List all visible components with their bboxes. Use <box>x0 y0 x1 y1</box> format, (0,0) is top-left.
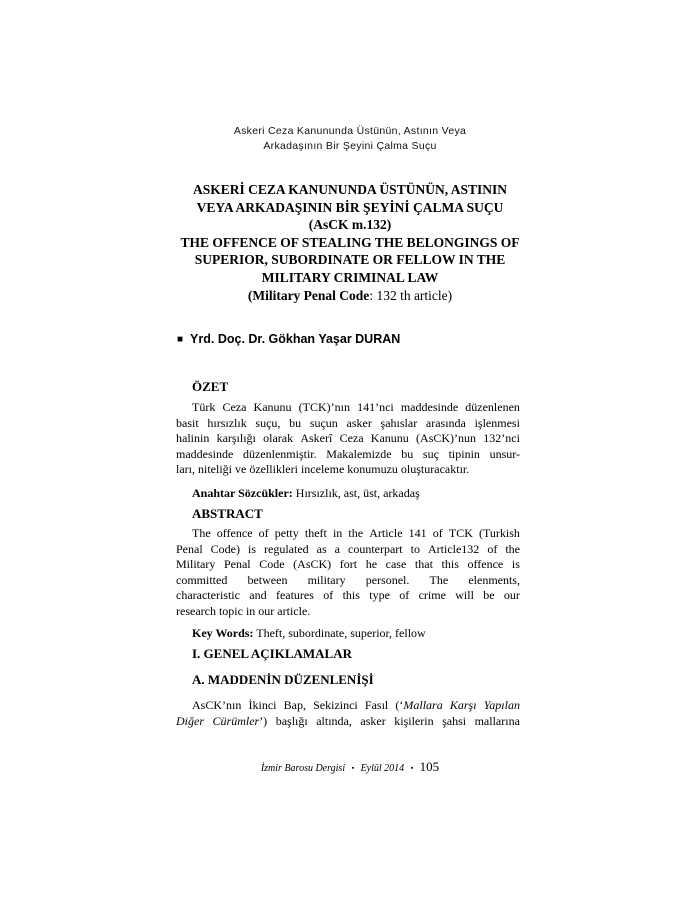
text-word: suçun <box>309 415 338 430</box>
text-word: Askerî <box>300 431 333 445</box>
text-line: Anahtar Sözcükler: Hırsızlık, ast, üst, arkadaş <box>192 486 420 500</box>
author-bullet-icon: ■ <box>177 334 184 345</box>
text-word: (AsCK)’nun <box>416 431 477 445</box>
text-line: (AsCK m.132) <box>308 217 392 233</box>
text-word: Ceza <box>339 431 364 445</box>
text-word: unsur- <box>489 446 520 461</box>
text-line: Key Words: Theft, subordinate, superior, fellow <box>192 626 426 640</box>
text-word: şahıslar <box>380 415 418 430</box>
text-word: Article <box>369 526 403 540</box>
text-word: Kanunu <box>370 431 409 445</box>
text-word: Ceza <box>222 400 247 414</box>
text-word: and <box>249 588 267 602</box>
text-word: type <box>369 588 390 602</box>
text-word: asker <box>346 415 372 430</box>
text-word: hırsızlık <box>207 415 247 430</box>
keywords-en <box>176 626 520 642</box>
text-word: Türk <box>192 400 216 414</box>
text-word: (AsCK) <box>293 557 332 571</box>
text-word: tipinin <box>448 446 480 461</box>
text-word: bu <box>289 415 302 430</box>
separator-square-icon: ▪ <box>351 764 355 772</box>
ozet-heading: ÖZET <box>192 379 229 394</box>
text-word: features <box>275 588 314 602</box>
text-line <box>176 714 520 730</box>
text-line: ASKERİ CEZA KANUNUNDA ÜSTÜNÜN, ASTININ <box>193 182 507 197</box>
text-word: in <box>332 526 343 540</box>
text-line <box>176 526 520 542</box>
abstract-heading: ABSTRACT <box>192 506 263 521</box>
text-word: of <box>432 526 443 540</box>
text-word: of <box>487 541 498 556</box>
text-word: offence <box>216 526 253 540</box>
text-line <box>176 557 520 573</box>
text-line <box>176 588 520 604</box>
text-word: our <box>503 588 520 602</box>
keywords-tr <box>176 486 520 502</box>
text-word: that <box>414 557 433 571</box>
text-word: of <box>258 526 269 540</box>
text-line: Askeri Ceza Kanununda Üstünün, Astının Veya <box>233 125 467 137</box>
text-word: Code) <box>210 541 240 556</box>
text-word: maddesinde <box>176 446 234 461</box>
text-word: this <box>342 588 360 602</box>
article-title <box>156 181 544 304</box>
text-word: halinin <box>176 431 210 445</box>
text-line: ları, niteliği ve özellikleri inceleme konumuzu oluşturacaktır. <box>176 462 470 476</box>
text-word: (‘Mallara <box>395 698 443 712</box>
text-word: asker <box>360 713 386 728</box>
text-line <box>176 542 520 558</box>
text-word: the <box>505 541 520 556</box>
text-word: crime <box>418 588 446 602</box>
text-word: theft <box>304 526 327 540</box>
text-word: 141 <box>408 526 427 540</box>
text-word: Sekizinci <box>313 698 358 712</box>
text-word: will <box>455 588 474 602</box>
text-line: research topic in our article. <box>176 603 311 618</box>
author-line <box>177 332 400 347</box>
text-word: AsCK’nın <box>192 698 242 712</box>
text-word: Penal <box>223 557 251 571</box>
text-word: Karşı <box>449 698 477 712</box>
text-word: offence <box>467 557 504 571</box>
text-word: to <box>410 541 420 556</box>
text-word: a <box>334 541 340 556</box>
text-word: Bap, <box>283 698 306 712</box>
section-heading: I. GENEL AÇIKLAMALAR <box>192 646 352 661</box>
text-word: committed <box>176 572 228 587</box>
text-word: Military <box>176 557 216 571</box>
text-word: military <box>307 572 346 587</box>
text-line: THE OFFENCE OF STEALING THE BELONGINGS OF <box>180 234 520 250</box>
section-paragraph <box>176 698 520 729</box>
text-line <box>176 447 520 463</box>
text-line <box>176 698 520 714</box>
separator-square-icon: ▪ <box>410 764 414 772</box>
text-word: Diğer <box>176 713 204 728</box>
text-word: personel. <box>365 572 410 587</box>
text-word: Article132 <box>427 541 480 556</box>
text-word: elenments, <box>468 572 520 587</box>
text-word: 132’nci <box>483 431 520 445</box>
text-word: characteristic <box>176 588 240 602</box>
text-word: düzenlenen <box>465 400 520 414</box>
text-word: petty <box>274 526 299 540</box>
text-word: fort <box>339 557 358 571</box>
text-word: (Turkish <box>478 526 520 540</box>
text-word: (TCK)’nın <box>298 400 350 414</box>
text-word: bu <box>401 446 414 461</box>
text-line: VEYA ARKADAŞININ BİR ŞEYİNİ ÇALMA SUÇU <box>196 199 504 215</box>
text-word: The <box>192 526 211 540</box>
text-word: TCK <box>448 526 473 540</box>
text-word: is <box>511 557 520 571</box>
text-word: olarak <box>263 431 294 445</box>
text-word: the <box>348 526 364 540</box>
text-line: SUPERIOR, SUBORDINATE OR FELLOW IN THE <box>194 252 506 268</box>
text-word: Fasıl <box>364 698 389 712</box>
text-line: Arkadaşının Bir Şeyini Çalma Suçu <box>263 140 437 152</box>
text-word: Kanunu <box>253 400 292 414</box>
text-word: Cürümler’) <box>212 713 268 728</box>
text-word: he <box>365 557 378 571</box>
text-word: of <box>323 588 334 602</box>
text-line <box>176 431 520 447</box>
journal-name: İzmir Barosu Dergisi <box>260 763 346 774</box>
text-word: as <box>316 541 327 556</box>
text-word: mallarına <box>474 713 520 728</box>
text-word: regulated <box>264 541 309 556</box>
text-word: basit <box>176 415 199 430</box>
text-line <box>176 416 520 432</box>
text-word: Yapılan <box>483 698 520 712</box>
page-footer <box>0 760 700 776</box>
text-word: suç <box>422 446 439 461</box>
text-word: Makalemizde <box>326 446 392 461</box>
text-word: kişilerin <box>394 713 434 728</box>
abstract-paragraph <box>176 526 520 619</box>
running-head <box>0 124 700 154</box>
section-subheading: A. MADDENİN DÜZENLENİŞİ <box>192 672 374 687</box>
text-word: düzenlenmiştir. <box>242 446 317 461</box>
issue-date: Eylül 2014 <box>360 763 405 774</box>
text-line <box>176 573 520 589</box>
text-word: is <box>248 541 257 556</box>
text-word: başlığı <box>275 713 308 728</box>
text-word: 141’nci <box>357 400 394 414</box>
text-word: arasında <box>425 415 466 430</box>
author-name: Yrd. Doç. Dr. Gökhan Yaşar DURAN <box>190 332 401 346</box>
text-word: of <box>399 588 410 602</box>
text-word: suçu, <box>255 415 281 430</box>
text-word: İkinci <box>248 698 277 712</box>
text-word: case <box>385 557 407 571</box>
text-line: (Military Penal Code: 132 th article) <box>247 287 453 303</box>
page-number: 105 <box>419 759 440 774</box>
text-line: MILITARY CRIMINAL LAW <box>261 269 439 285</box>
text-word: counterpart <box>348 541 403 556</box>
text-word: The <box>429 572 449 587</box>
text-word: Code <box>259 557 285 571</box>
text-word: between <box>247 572 288 587</box>
text-word: this <box>441 557 459 571</box>
text-word: şahsi <box>442 713 467 728</box>
text-word: işlenmesi <box>474 415 520 430</box>
text-word: maddesinde <box>400 400 459 414</box>
text-word: karşılığı <box>216 431 256 445</box>
text-word: Penal <box>176 541 203 556</box>
ozet-paragraph <box>176 400 520 478</box>
text-word: altında, <box>316 713 352 728</box>
text-word: be <box>483 588 495 602</box>
text-line <box>176 400 520 416</box>
